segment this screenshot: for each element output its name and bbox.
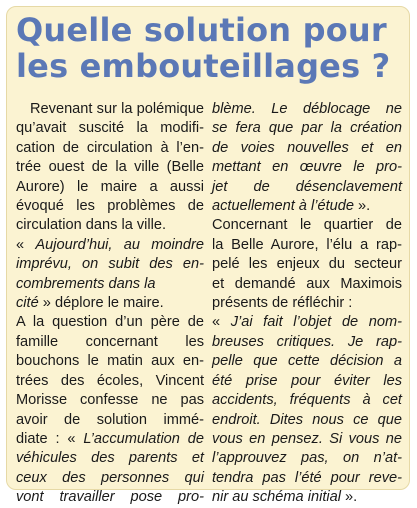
quote-italic: L’accumulation de [83,430,204,447]
text-line: trées des écoles, Vincent [16,372,204,389]
text-line: trée ouest de la ville (Belle [16,159,204,176]
quote-line: tendra pas l’été pour reve- [212,469,402,486]
quote-italic: nir au schéma initial [212,489,341,506]
quote-start: diate : « [16,430,84,447]
quote-line: l’approuvez pas, on n’at- [212,450,402,467]
quote-line: jet de désenclavement [212,178,402,195]
quote-line: vous en pensez. Si vous ne [212,430,402,447]
quote-line [212,197,402,216]
text-line: pelé les enjeux du secteur [212,256,402,273]
quote-line: de voies nouvelles et en [212,139,402,156]
quote-italic: actuellement à l’étude [212,198,354,215]
quote-line [16,430,204,449]
quote-line: accidents, fréquents à cet [212,392,402,409]
quote-line: été prise pour éviter les [212,372,402,389]
quote-line: mettant en œuvre le pro- [212,159,402,176]
text-line: avoir de solution immé- [16,411,204,428]
text-line: A la question d’un père de [16,314,204,331]
quote-line: pelle que cette décision a [212,353,402,370]
article-headline [16,12,406,84]
quote-close: ». [353,198,371,215]
quote-open: « [212,314,231,331]
quote-line: véhicules des parents et [16,450,204,467]
quote-line: breuses critiques. Je rap- [212,333,402,350]
text-line: présents de réfléchir : [212,295,353,312]
text-line: bouchons le matin aux en- [16,353,204,370]
quote-open: « [16,236,36,253]
text-line: qu’avait suscité la modifi- [16,120,204,137]
quote-line [16,294,204,313]
left-column [16,100,204,508]
text-line: et demandé aux Maximois [212,275,402,292]
quote-italic: Aujourd’hui, au moindre [35,236,205,253]
text-line: famille concernant les [16,333,204,350]
quote-italic: J’ai fait l’objet de nom- [230,314,402,331]
text-line: Morisse confesse ne pas [16,392,204,409]
text-line: cation de circulation à l’en- [16,139,204,156]
quote-line: se fera que par la création [212,120,402,137]
quote-line: vont travailler pose pro- [16,489,204,506]
right-column [212,100,402,508]
quote-line [212,488,402,507]
quote-line: endroit. Dites nous ce que [212,411,402,428]
quote-close: » déplore le maire. [42,295,164,312]
text-line: Revenant sur la polémique [30,101,204,117]
text-line: évoqué les problèmes de [16,198,204,215]
quote-line [212,313,402,332]
quote-line: combrements dans la [16,275,156,292]
quote-line [16,236,204,255]
quote-close: ». [340,489,358,506]
quote-line: imprévu, on subit des en- [16,256,204,273]
quote-line: ceux des personnes qui [16,469,204,486]
text-line: Concernant le quartier de [212,217,402,234]
headline-line-1: Quelle solution pour [16,11,387,49]
headline-line-2: les embouteillages ? [16,47,391,85]
quote-line: blème. Le déblocage ne [212,101,402,117]
text-line: Aurore) le maire a aussi [16,178,204,195]
text-line: circulation dans la ville. [16,217,167,234]
text-line: la Belle Aurore, l’élu a rap- [212,236,402,253]
quote-italic: cité [16,295,39,312]
